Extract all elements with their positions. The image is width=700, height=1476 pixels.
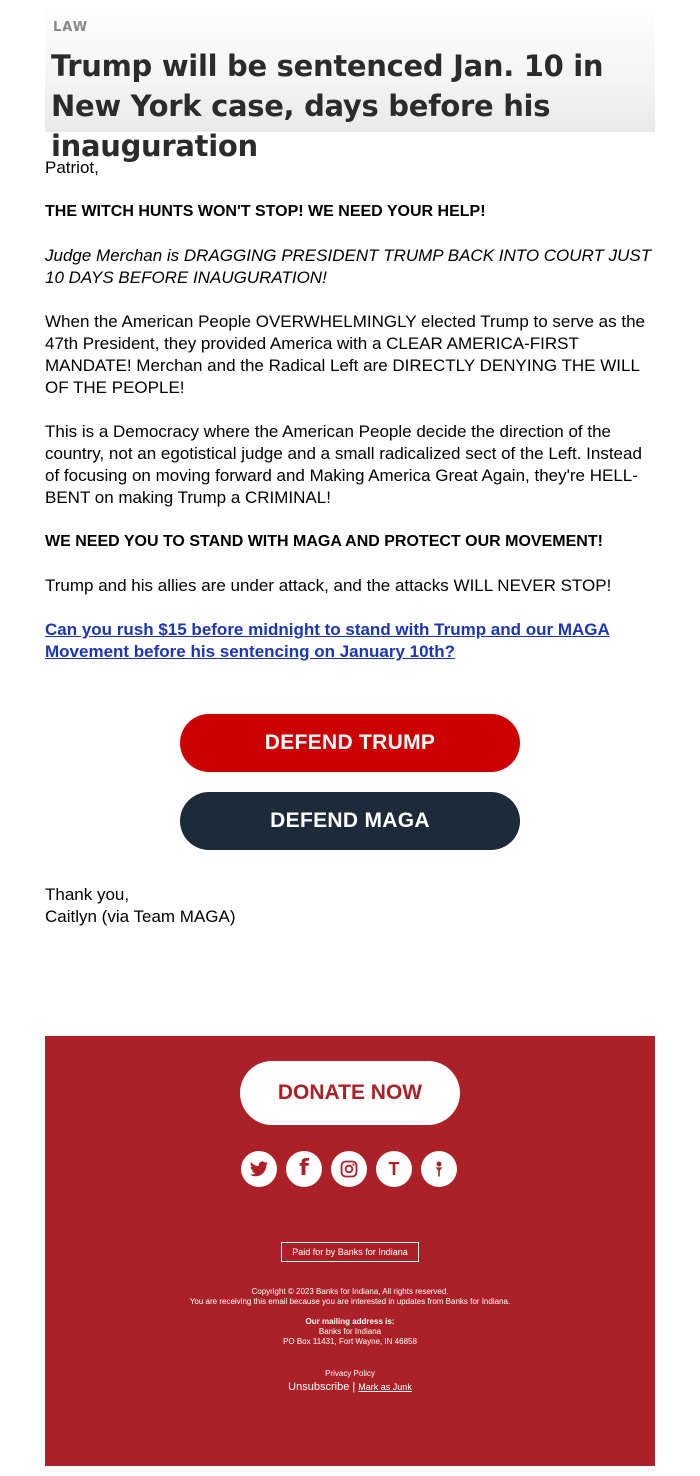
attack-paragraph: Trump and his allies are under attack, and the attacks WILL NEVER STOP! [45,576,612,595]
unsubscribe-row [45,1380,655,1394]
footer [45,1036,655,1466]
greeting: Patriot, [45,158,99,177]
news-headline: Trump will be sentenced Jan. 10 in New York case, days before his inauguration [51,49,604,163]
mark-as-junk-link[interactable]: Mark as Junk [358,1382,412,1392]
paid-for-disclaimer: Paid for by Banks for Indiana [281,1242,419,1262]
signoff [45,884,236,928]
donation-ask-link[interactable]: Can you rush $15 before midnight to stand with Trump and our MAGA Movement before his sentencing on January 10th? [45,620,610,661]
facebook-icon[interactable]: f [286,1151,322,1187]
truth-social-icon[interactable]: T [376,1151,412,1187]
callout-witch-hunts: THE WITCH HUNTS WON'T STOP! WE NEED YOUR HELP! [45,203,486,220]
privacy-policy-link[interactable]: Privacy Policy [325,1369,375,1378]
gettr-icon[interactable] [421,1151,457,1187]
unsubscribe-link[interactable]: Unsubscribe [288,1381,350,1393]
org-name: Banks for Indiana [318,1327,382,1336]
callout-stand-with-maga: WE NEED YOU TO STAND WITH MAGA AND PROTECT OUR MOVEMENT! [45,533,603,550]
signature: Caitlyn (via Team MAGA) [45,907,236,926]
defend-maga-button[interactable]: DEFEND MAGA [180,792,520,850]
donate-now-button[interactable]: DONATE NOW [240,1061,460,1125]
thank-you-text: Thank you, [45,885,130,904]
twitter-icon[interactable] [241,1151,277,1187]
democracy-paragraph: This is a Democracy where the American People decide the direction of the country, not an egotistical judge and a small radicalized sect of the Left. Instead of focusing on moving forward and Making America Great Again, they're HELL-BENT on making Trump a CRIMINAL! [45,422,642,507]
email-body [45,157,657,685]
mailing-address-heading: Our mailing address is: [305,1317,395,1326]
copyright-block [45,1287,655,1307]
mandate-paragraph: When the American People OVERWHELMINGLY elected Trump to serve as the 47th President, they provided America with a CLEAR AMERICA-FIRST MANDATE! Merchan and the Radical Left are DIRECTLY DENYING THE WILL OF THE PEOPLE! [45,312,645,397]
headline-banner-image [45,0,655,163]
copyright-text: Copyright © 2023 Banks for Indiana, All rights reserved. [251,1287,449,1296]
subscription-reason: You are receiving this email because you are interested in updates from Banks for Indiana. [189,1297,511,1306]
social-links [241,1151,461,1187]
link-separator: | [352,1381,356,1393]
section-kicker: LAW [53,20,89,35]
postal-address: PO Box 11431, Fort Wayne, IN 46858 [283,1337,417,1346]
mailing-address-block [45,1317,655,1347]
italic-merchan-paragraph: Judge Merchan is DRAGGING PRESIDENT TRUMP BACK INTO COURT JUST 10 DAYS BEFORE INAUGURATION! [45,246,652,287]
defend-trump-button[interactable]: DEFEND TRUMP [180,714,520,772]
instagram-icon[interactable] [331,1151,367,1187]
